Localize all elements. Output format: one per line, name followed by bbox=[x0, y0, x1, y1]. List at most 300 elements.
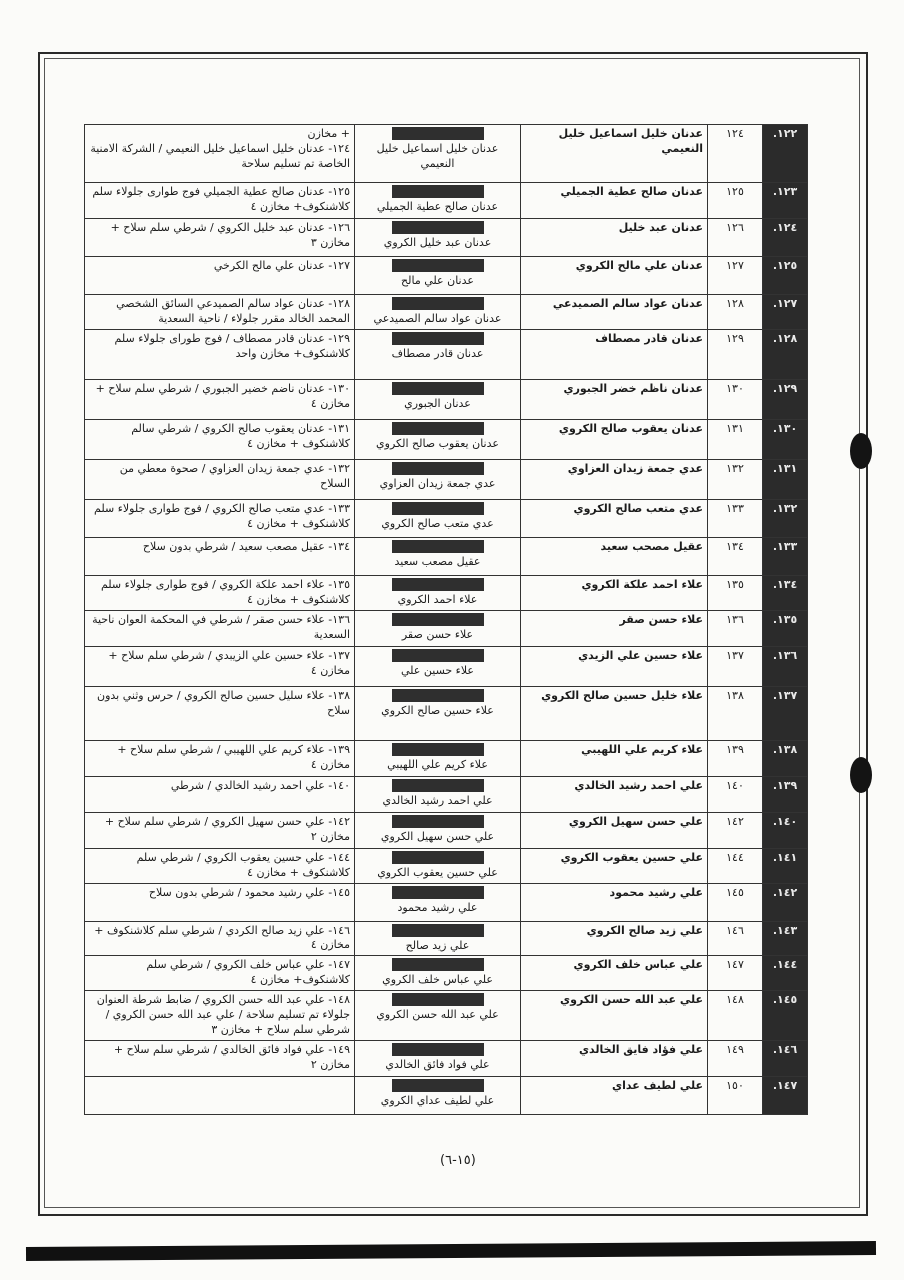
seq-cell-text: ١٤٣. bbox=[772, 923, 798, 937]
signature-cell-text: علي حسن سهيل الكروي bbox=[380, 829, 495, 843]
number-cell-text: ١٣٥ bbox=[726, 577, 744, 591]
note-cell-text: ١٤٢- علي حسن سهيل الكروي / شرطي سلم سلاح + مخازن ٢ bbox=[104, 814, 350, 843]
name-cell bbox=[521, 575, 708, 610]
note-cell-text: ١٣٨- علاء سليل حسين صالح الكروي / حرس وثني بدون سلاح bbox=[97, 688, 350, 717]
name-cell-text: علي رشيد محمود bbox=[609, 885, 703, 899]
note-cell bbox=[85, 295, 355, 330]
number-cell bbox=[708, 610, 763, 646]
note-cell bbox=[85, 1040, 355, 1076]
redaction-block bbox=[392, 462, 484, 475]
seq-cell-text: ١٤٧. bbox=[772, 1078, 798, 1092]
signature-cell-text: علاء حسين علي bbox=[401, 663, 474, 677]
seq-cell bbox=[763, 956, 808, 991]
note-cell-text: ١٤٩- علي فواد فائق الخالدي / شرطي سلم سلاح + مخازن ٢ bbox=[113, 1042, 350, 1071]
seq-cell bbox=[763, 740, 808, 776]
number-cell bbox=[708, 921, 763, 956]
signature-cell bbox=[355, 1040, 521, 1076]
name-cell bbox=[521, 419, 708, 459]
name-cell bbox=[521, 686, 708, 740]
seq-cell-text: ١٢٥. bbox=[772, 259, 798, 272]
signature-cell-text: عدنان يعقوب صالح الكروي bbox=[376, 436, 499, 450]
note-cell-text: ١٣٢- عدي جمعة زيدان العزاوي / صحوة معطي من السلاح bbox=[119, 461, 350, 490]
name-cell-text: عدي جمعة زيدان العزاوي bbox=[567, 461, 703, 475]
number-cell-text: ١٣٤ bbox=[726, 539, 744, 553]
seq-cell-text: ١٢٧. bbox=[772, 297, 798, 310]
name-cell bbox=[521, 537, 708, 575]
signature-cell-text: علي عبد الله حسن الكروي bbox=[376, 1008, 499, 1022]
signature-cell-text: عدنان عبد خليل الكروي bbox=[383, 236, 492, 249]
seq-cell-text: ١٤٢. bbox=[772, 885, 798, 899]
note-cell-text: ١٤٧- علي عباس خلف الكروي / شرطي سلم كلاشنكوف+ مخازن ٤ bbox=[146, 958, 350, 987]
table-row bbox=[85, 921, 808, 956]
signature-cell bbox=[355, 125, 521, 183]
number-cell-text: ١٣٩ bbox=[726, 742, 744, 756]
note-cell-text: ١٢٩- عدنان قادر مصطاف / فوج طوراى جلولاء سلم كلاشنكوف+ مخازن واحد bbox=[114, 331, 350, 360]
seq-cell bbox=[763, 921, 808, 956]
table-row bbox=[85, 776, 808, 812]
table-row bbox=[85, 183, 808, 219]
number-cell-text: ١٣٠ bbox=[726, 381, 744, 395]
signature-cell bbox=[355, 646, 521, 686]
note-cell bbox=[85, 219, 355, 257]
signature-cell-text: عدنان صالح عطية الجميلي bbox=[376, 200, 499, 213]
number-cell-text: ١٢٧ bbox=[726, 259, 744, 272]
name-cell-text: علي احمد رشيد الخالدي bbox=[574, 778, 703, 792]
signature-cell bbox=[355, 499, 521, 537]
number-cell-text: ١٢٦ bbox=[726, 221, 744, 234]
note-cell-text: ١٢٧- عدنان علي مالح الكرخي bbox=[213, 259, 350, 272]
seq-cell bbox=[763, 646, 808, 686]
seq-cell bbox=[763, 379, 808, 419]
name-cell-text: علي لطيف عداي bbox=[612, 1078, 703, 1092]
seq-cell bbox=[763, 499, 808, 537]
number-cell bbox=[708, 379, 763, 419]
table-row bbox=[85, 575, 808, 610]
seq-cell bbox=[763, 1040, 808, 1076]
redaction-block bbox=[392, 924, 484, 937]
name-cell bbox=[521, 956, 708, 991]
number-cell bbox=[708, 257, 763, 295]
redaction-block bbox=[392, 689, 484, 702]
name-cell-text: علي عبد الله حسن الكروي bbox=[560, 993, 703, 1007]
seq-cell-text: ١٢٩. bbox=[772, 381, 798, 395]
signature-cell-text: عدنان عواد سالم الصميدعي bbox=[373, 312, 502, 325]
note-cell-text: ١٣١- عدنان يعقوب صالح الكروي / شرطي سالم كلاشنكوف + مخازن ٤ bbox=[131, 421, 350, 450]
number-cell-text: ١٤٤ bbox=[726, 850, 744, 864]
redaction-block bbox=[392, 332, 484, 345]
name-cell-text: علاء كريم علي اللهيبي bbox=[581, 742, 703, 756]
number-cell bbox=[708, 329, 763, 379]
number-cell bbox=[708, 991, 763, 1041]
note-cell bbox=[85, 537, 355, 575]
signature-cell bbox=[355, 991, 521, 1041]
note-cell-text: ١٣٧- علاء حسين علي الزيبدي / شرطي سلم سلاح + مخازن ٤ bbox=[108, 648, 350, 677]
redaction-block bbox=[392, 1079, 484, 1092]
name-cell bbox=[521, 610, 708, 646]
number-cell bbox=[708, 812, 763, 848]
signature-cell bbox=[355, 459, 521, 499]
redaction-block bbox=[392, 127, 484, 140]
punch-hole bbox=[850, 433, 872, 469]
name-cell-text: علاء حسن صقر bbox=[619, 612, 703, 626]
redaction-block bbox=[392, 297, 484, 310]
name-cell-text: عدنان يعقوب صالح الكروي bbox=[558, 421, 703, 435]
note-cell-text: ١٣٩- علاء كريم علي اللهيبي / شرطي سلم سلاح + مخازن ٤ bbox=[117, 742, 350, 771]
name-cell bbox=[521, 991, 708, 1041]
number-cell-text: ١٣٣ bbox=[726, 501, 744, 515]
number-cell-text: ١٤٧ bbox=[726, 958, 744, 972]
table-row bbox=[85, 1040, 808, 1076]
number-cell bbox=[708, 499, 763, 537]
name-cell-text: علاء حسين علي الزيدي bbox=[578, 648, 703, 662]
seq-cell bbox=[763, 883, 808, 921]
redaction-block bbox=[392, 779, 484, 792]
name-cell-text: عدنان قادر مصطاف bbox=[595, 331, 703, 345]
table-row bbox=[85, 537, 808, 575]
signature-cell bbox=[355, 686, 521, 740]
number-cell-text: ١٣٨ bbox=[726, 688, 744, 702]
number-cell-text: ١٤٠ bbox=[726, 778, 744, 792]
number-cell-text: ١٤٦ bbox=[726, 923, 744, 937]
table-row bbox=[85, 812, 808, 848]
number-cell-text: ١٤٥ bbox=[726, 885, 744, 899]
seq-cell bbox=[763, 295, 808, 330]
note-cell bbox=[85, 740, 355, 776]
name-cell bbox=[521, 125, 708, 183]
register-body bbox=[85, 125, 808, 1115]
number-cell bbox=[708, 740, 763, 776]
name-cell bbox=[521, 459, 708, 499]
number-cell bbox=[708, 956, 763, 991]
note-cell bbox=[85, 883, 355, 921]
number-cell bbox=[708, 419, 763, 459]
name-cell bbox=[521, 1040, 708, 1076]
name-cell-text: علي زيد صالح الكروي bbox=[586, 923, 703, 937]
seq-cell-text: ١٣٣. bbox=[772, 539, 798, 553]
signature-cell bbox=[355, 921, 521, 956]
signature-cell-text: علي لطيف عداي الكروي bbox=[380, 1093, 495, 1107]
table-row bbox=[85, 419, 808, 459]
signature-cell-text: علي فواد فائق الخالدي bbox=[385, 1057, 490, 1071]
note-cell bbox=[85, 183, 355, 219]
seq-cell bbox=[763, 776, 808, 812]
signature-cell bbox=[355, 956, 521, 991]
name-cell bbox=[521, 812, 708, 848]
number-cell-text: ١٣١ bbox=[726, 421, 744, 435]
note-cell-text: ١٣٤- عقيل مصعب سعيد / شرطي بدون سلاح bbox=[142, 539, 350, 553]
seq-cell-text: ١٣٦. bbox=[772, 648, 798, 662]
note-cell bbox=[85, 125, 355, 183]
seq-cell-text: ١٣٧. bbox=[772, 688, 798, 702]
seq-cell bbox=[763, 812, 808, 848]
signature-cell-text: علاء حسن صقر bbox=[401, 627, 474, 641]
note-cell bbox=[85, 379, 355, 419]
table-row bbox=[85, 219, 808, 257]
redaction-block bbox=[392, 422, 484, 435]
punch-hole bbox=[850, 757, 872, 793]
note-cell-text: ١٤٨- علي عبد الله حسن الكروي / ضابط شرطة العنوان جلولاء تم تسليم سلاحة / علي عبد الله حسن الكروي / شرطي سلم سلاح + مخازن ٣ bbox=[96, 993, 350, 1036]
seq-cell-text: ١٤٦. bbox=[772, 1042, 798, 1056]
redaction-block bbox=[392, 185, 484, 198]
seq-cell bbox=[763, 459, 808, 499]
signature-cell bbox=[355, 575, 521, 610]
signature-cell-text: عدي جمعة زيدان العزاوي bbox=[379, 476, 496, 490]
signature-cell bbox=[355, 740, 521, 776]
signature-cell-text: عدنان قادر مصطاف bbox=[391, 346, 484, 360]
table-row bbox=[85, 125, 808, 183]
number-cell-text: ١٢٥ bbox=[726, 185, 744, 198]
seq-cell-text: ١٣٤. bbox=[772, 577, 798, 591]
redaction-block bbox=[392, 815, 484, 828]
note-cell-text: ١٤٦- علي زيد صالح الكردي / شرطي سلم كلاشنكوف + مخازن ٤ bbox=[94, 923, 350, 952]
seq-cell bbox=[763, 991, 808, 1041]
name-cell bbox=[521, 379, 708, 419]
number-cell bbox=[708, 686, 763, 740]
table-row bbox=[85, 499, 808, 537]
name-cell-text: علاء احمد علكة الكروي bbox=[581, 577, 703, 591]
redaction-block bbox=[392, 886, 484, 899]
name-cell bbox=[521, 219, 708, 257]
name-cell-text: علي حسن سهيل الكروي bbox=[568, 814, 703, 828]
number-cell bbox=[708, 848, 763, 883]
seq-cell bbox=[763, 329, 808, 379]
seq-cell-text: ١٣٢. bbox=[772, 501, 798, 515]
name-cell bbox=[521, 740, 708, 776]
name-cell bbox=[521, 329, 708, 379]
signature-cell bbox=[355, 537, 521, 575]
note-cell-text: ١٤٥- علي رشيد محمود / شرطي بدون سلاح bbox=[148, 885, 350, 899]
redaction-block bbox=[392, 221, 484, 234]
name-cell-text: عدنان عواد سالم الصميدعي bbox=[552, 297, 703, 310]
name-cell bbox=[521, 883, 708, 921]
table-row bbox=[85, 991, 808, 1041]
note-cell bbox=[85, 646, 355, 686]
signature-cell-text: عدي متعب صالح الكروي bbox=[381, 516, 494, 530]
seq-cell-text: ١٢٢. bbox=[772, 127, 798, 140]
redaction-block bbox=[392, 993, 484, 1006]
note-cell bbox=[85, 686, 355, 740]
seq-cell-text: ١٣٥. bbox=[772, 612, 798, 626]
name-cell-text: عدي متعب صالح الكروي bbox=[573, 501, 703, 515]
signature-cell-text: عدنان خليل اسماعيل خليل النعيمي bbox=[376, 142, 499, 170]
redaction-block bbox=[392, 613, 484, 626]
redaction-block bbox=[392, 743, 484, 756]
seq-cell bbox=[763, 848, 808, 883]
name-cell-text: عدنان صالح عطية الجميلي bbox=[560, 185, 703, 198]
note-cell bbox=[85, 1076, 355, 1114]
note-cell-text: ١٣٥- علاء احمد علكة الكروي / فوج طوارى جلولاء سلم كلاشنكوف + مخازن ٤ bbox=[100, 577, 350, 606]
number-cell bbox=[708, 295, 763, 330]
note-cell-text: ١٢٨- عدنان عواد سالم الصميدعي السائق الشخصي المحمد الخالد مقرر جلولاء / ناحية السعدية bbox=[116, 297, 350, 325]
number-cell bbox=[708, 537, 763, 575]
name-cell bbox=[521, 776, 708, 812]
signature-cell-text: علي عباس خلف الكروي bbox=[382, 973, 493, 987]
note-cell bbox=[85, 921, 355, 956]
number-cell-text: ١٤٢ bbox=[726, 814, 744, 828]
signature-cell bbox=[355, 295, 521, 330]
note-cell bbox=[85, 848, 355, 883]
table-row bbox=[85, 740, 808, 776]
redaction-block bbox=[392, 578, 484, 591]
seq-cell bbox=[763, 183, 808, 219]
signature-cell-text: علي احمد رشيد الخالدي bbox=[382, 793, 493, 807]
number-cell-text: ١٢٨ bbox=[726, 297, 744, 310]
name-cell-text: علي حسين يعقوب الكروي bbox=[560, 850, 703, 864]
note-cell bbox=[85, 575, 355, 610]
signature-cell bbox=[355, 610, 521, 646]
seq-cell-text: ١٣٨. bbox=[772, 742, 798, 756]
table-row bbox=[85, 883, 808, 921]
note-cell-text: ١٣٠- عدنان ناضم خضير الجبوري / شرطي سلم سلاح + مخازن ٤ bbox=[95, 381, 350, 410]
note-cell-text: + مخازن ١٢٤- عدنان خليل اسماعيل خليل النعيمي / الشركة الامنية الخاصة تم تسليم سلاحة bbox=[90, 127, 350, 170]
name-cell bbox=[521, 1076, 708, 1114]
seq-cell-text: ١٣١. bbox=[772, 461, 798, 475]
number-cell bbox=[708, 776, 763, 812]
number-cell-text: ١٤٩ bbox=[726, 1042, 744, 1056]
note-cell bbox=[85, 991, 355, 1041]
table-row bbox=[85, 686, 808, 740]
note-cell bbox=[85, 956, 355, 991]
signature-cell bbox=[355, 848, 521, 883]
number-cell bbox=[708, 219, 763, 257]
name-cell-text: عقيل مصحب سعيد bbox=[600, 539, 703, 553]
seq-cell bbox=[763, 257, 808, 295]
number-cell-text: ١٣٦ bbox=[726, 612, 744, 626]
signature-cell bbox=[355, 219, 521, 257]
table-row bbox=[85, 459, 808, 499]
name-cell bbox=[521, 921, 708, 956]
redaction-block bbox=[392, 851, 484, 864]
seq-cell-text: ١٢٤. bbox=[772, 221, 798, 234]
name-cell-text: علاء خليل حسين صالح الكروي bbox=[541, 688, 703, 702]
signature-cell bbox=[355, 883, 521, 921]
number-cell-text: ١٢٩ bbox=[726, 331, 744, 345]
note-cell bbox=[85, 329, 355, 379]
note-cell-text: ١٢٦- عدنان عبد خليل الكروي / شرطي سلم سلاح + مخازن ٣ bbox=[110, 221, 350, 249]
name-cell bbox=[521, 646, 708, 686]
register-table bbox=[84, 124, 808, 1115]
note-cell bbox=[85, 499, 355, 537]
name-cell-text: عدنان عبد خليل bbox=[618, 221, 703, 234]
number-cell-text: ١٢٤ bbox=[726, 127, 744, 140]
table-row bbox=[85, 646, 808, 686]
signature-cell-text: علي زيد صالح bbox=[405, 938, 470, 952]
seq-cell bbox=[763, 610, 808, 646]
note-cell bbox=[85, 419, 355, 459]
seq-cell bbox=[763, 575, 808, 610]
number-cell bbox=[708, 1076, 763, 1114]
note-cell bbox=[85, 257, 355, 295]
number-cell bbox=[708, 1040, 763, 1076]
name-cell-text: علي فؤاد فايق الخالدي bbox=[578, 1042, 703, 1056]
number-cell-text: ١٤٨ bbox=[726, 993, 744, 1007]
signature-cell bbox=[355, 379, 521, 419]
seq-cell-text: ١٤١. bbox=[772, 850, 798, 864]
signature-cell-text: علاء حسين صالح الكروي bbox=[381, 703, 494, 717]
name-cell bbox=[521, 848, 708, 883]
signature-cell bbox=[355, 329, 521, 379]
redaction-block bbox=[392, 958, 484, 971]
number-cell-text: ١٣٧ bbox=[726, 648, 744, 662]
table-row bbox=[85, 379, 808, 419]
number-cell bbox=[708, 646, 763, 686]
seq-cell bbox=[763, 537, 808, 575]
table-row bbox=[85, 610, 808, 646]
seq-cell-text: ١٣٩. bbox=[772, 778, 798, 792]
number-cell-text: ١٣٢ bbox=[726, 461, 744, 475]
seq-cell-text: ١٢٣. bbox=[772, 185, 798, 198]
note-cell bbox=[85, 459, 355, 499]
number-cell-text: ١٥٠ bbox=[726, 1078, 744, 1092]
page-number: (١٥-٦) bbox=[440, 1153, 476, 1168]
table-row bbox=[85, 848, 808, 883]
redaction-block bbox=[392, 382, 484, 395]
seq-cell-text: ١٤٥. bbox=[772, 993, 798, 1007]
number-cell bbox=[708, 575, 763, 610]
redaction-block bbox=[392, 259, 484, 272]
table-row bbox=[85, 956, 808, 991]
scan-edge-bar bbox=[26, 1241, 876, 1261]
table-row bbox=[85, 1076, 808, 1114]
number-cell bbox=[708, 459, 763, 499]
signature-cell bbox=[355, 183, 521, 219]
signature-cell-text: علاء كريم علي اللهيبي bbox=[387, 757, 488, 771]
seq-cell-text: ١٤٤. bbox=[772, 958, 798, 972]
signature-cell-text: عقيل مصعب سعيد bbox=[394, 554, 481, 568]
number-cell bbox=[708, 883, 763, 921]
note-cell-text: ١٢٥- عدنان صالح عطية الجميلي فوج طوارى جلولاء سلم كلاشنكوف+ مخازن ٤ bbox=[92, 185, 350, 213]
name-cell-text: عدنان ناظم خضر الجبوري bbox=[563, 381, 703, 395]
note-cell-text: ١٤٠- علي احمد رشيد الخالدي / شرطي bbox=[170, 778, 350, 792]
note-cell-text: ١٣٣- عدي متعب صالح الكروي / فوج طوارى جلولاء سلم كلاشنكوف + مخازن ٤ bbox=[94, 501, 350, 530]
seq-cell-text: ١٣٠. bbox=[772, 421, 798, 435]
note-cell-text: ١٣٦- علاء حسن صقر / شرطي في المحكمة العوان ناحية السعدية bbox=[92, 612, 350, 641]
signature-cell-text: عدنان علي مالح bbox=[401, 274, 474, 287]
seq-cell bbox=[763, 419, 808, 459]
seq-cell bbox=[763, 1076, 808, 1114]
note-cell bbox=[85, 610, 355, 646]
name-cell bbox=[521, 295, 708, 330]
signature-cell-text: علي رشيد محمود bbox=[397, 900, 478, 914]
seq-cell-text: ١٢٨. bbox=[772, 331, 798, 345]
signature-cell-text: عدنان الجبوري bbox=[404, 396, 471, 410]
signature-cell bbox=[355, 776, 521, 812]
redaction-block bbox=[392, 540, 484, 553]
note-cell bbox=[85, 812, 355, 848]
number-cell bbox=[708, 183, 763, 219]
name-cell-text: علي عباس خلف الكروي bbox=[573, 958, 703, 972]
signature-cell bbox=[355, 257, 521, 295]
signature-cell bbox=[355, 1076, 521, 1114]
redaction-block bbox=[392, 502, 484, 515]
name-cell bbox=[521, 499, 708, 537]
signature-cell-text: علاء احمد الكروي bbox=[397, 592, 478, 606]
seq-cell-text: ١٤٠. bbox=[772, 814, 798, 828]
seq-cell bbox=[763, 125, 808, 183]
signature-cell bbox=[355, 419, 521, 459]
redaction-block bbox=[392, 1043, 484, 1056]
name-cell-text: عدنان خليل اسماعيل خليل النعيمي bbox=[558, 127, 703, 155]
table-row bbox=[85, 329, 808, 379]
note-cell bbox=[85, 776, 355, 812]
name-cell-text: عدنان علي مالح الكروي bbox=[575, 259, 703, 272]
seq-cell bbox=[763, 219, 808, 257]
redaction-block bbox=[392, 649, 484, 662]
number-cell bbox=[708, 125, 763, 183]
seq-cell bbox=[763, 686, 808, 740]
table-row bbox=[85, 257, 808, 295]
table-row bbox=[85, 295, 808, 330]
